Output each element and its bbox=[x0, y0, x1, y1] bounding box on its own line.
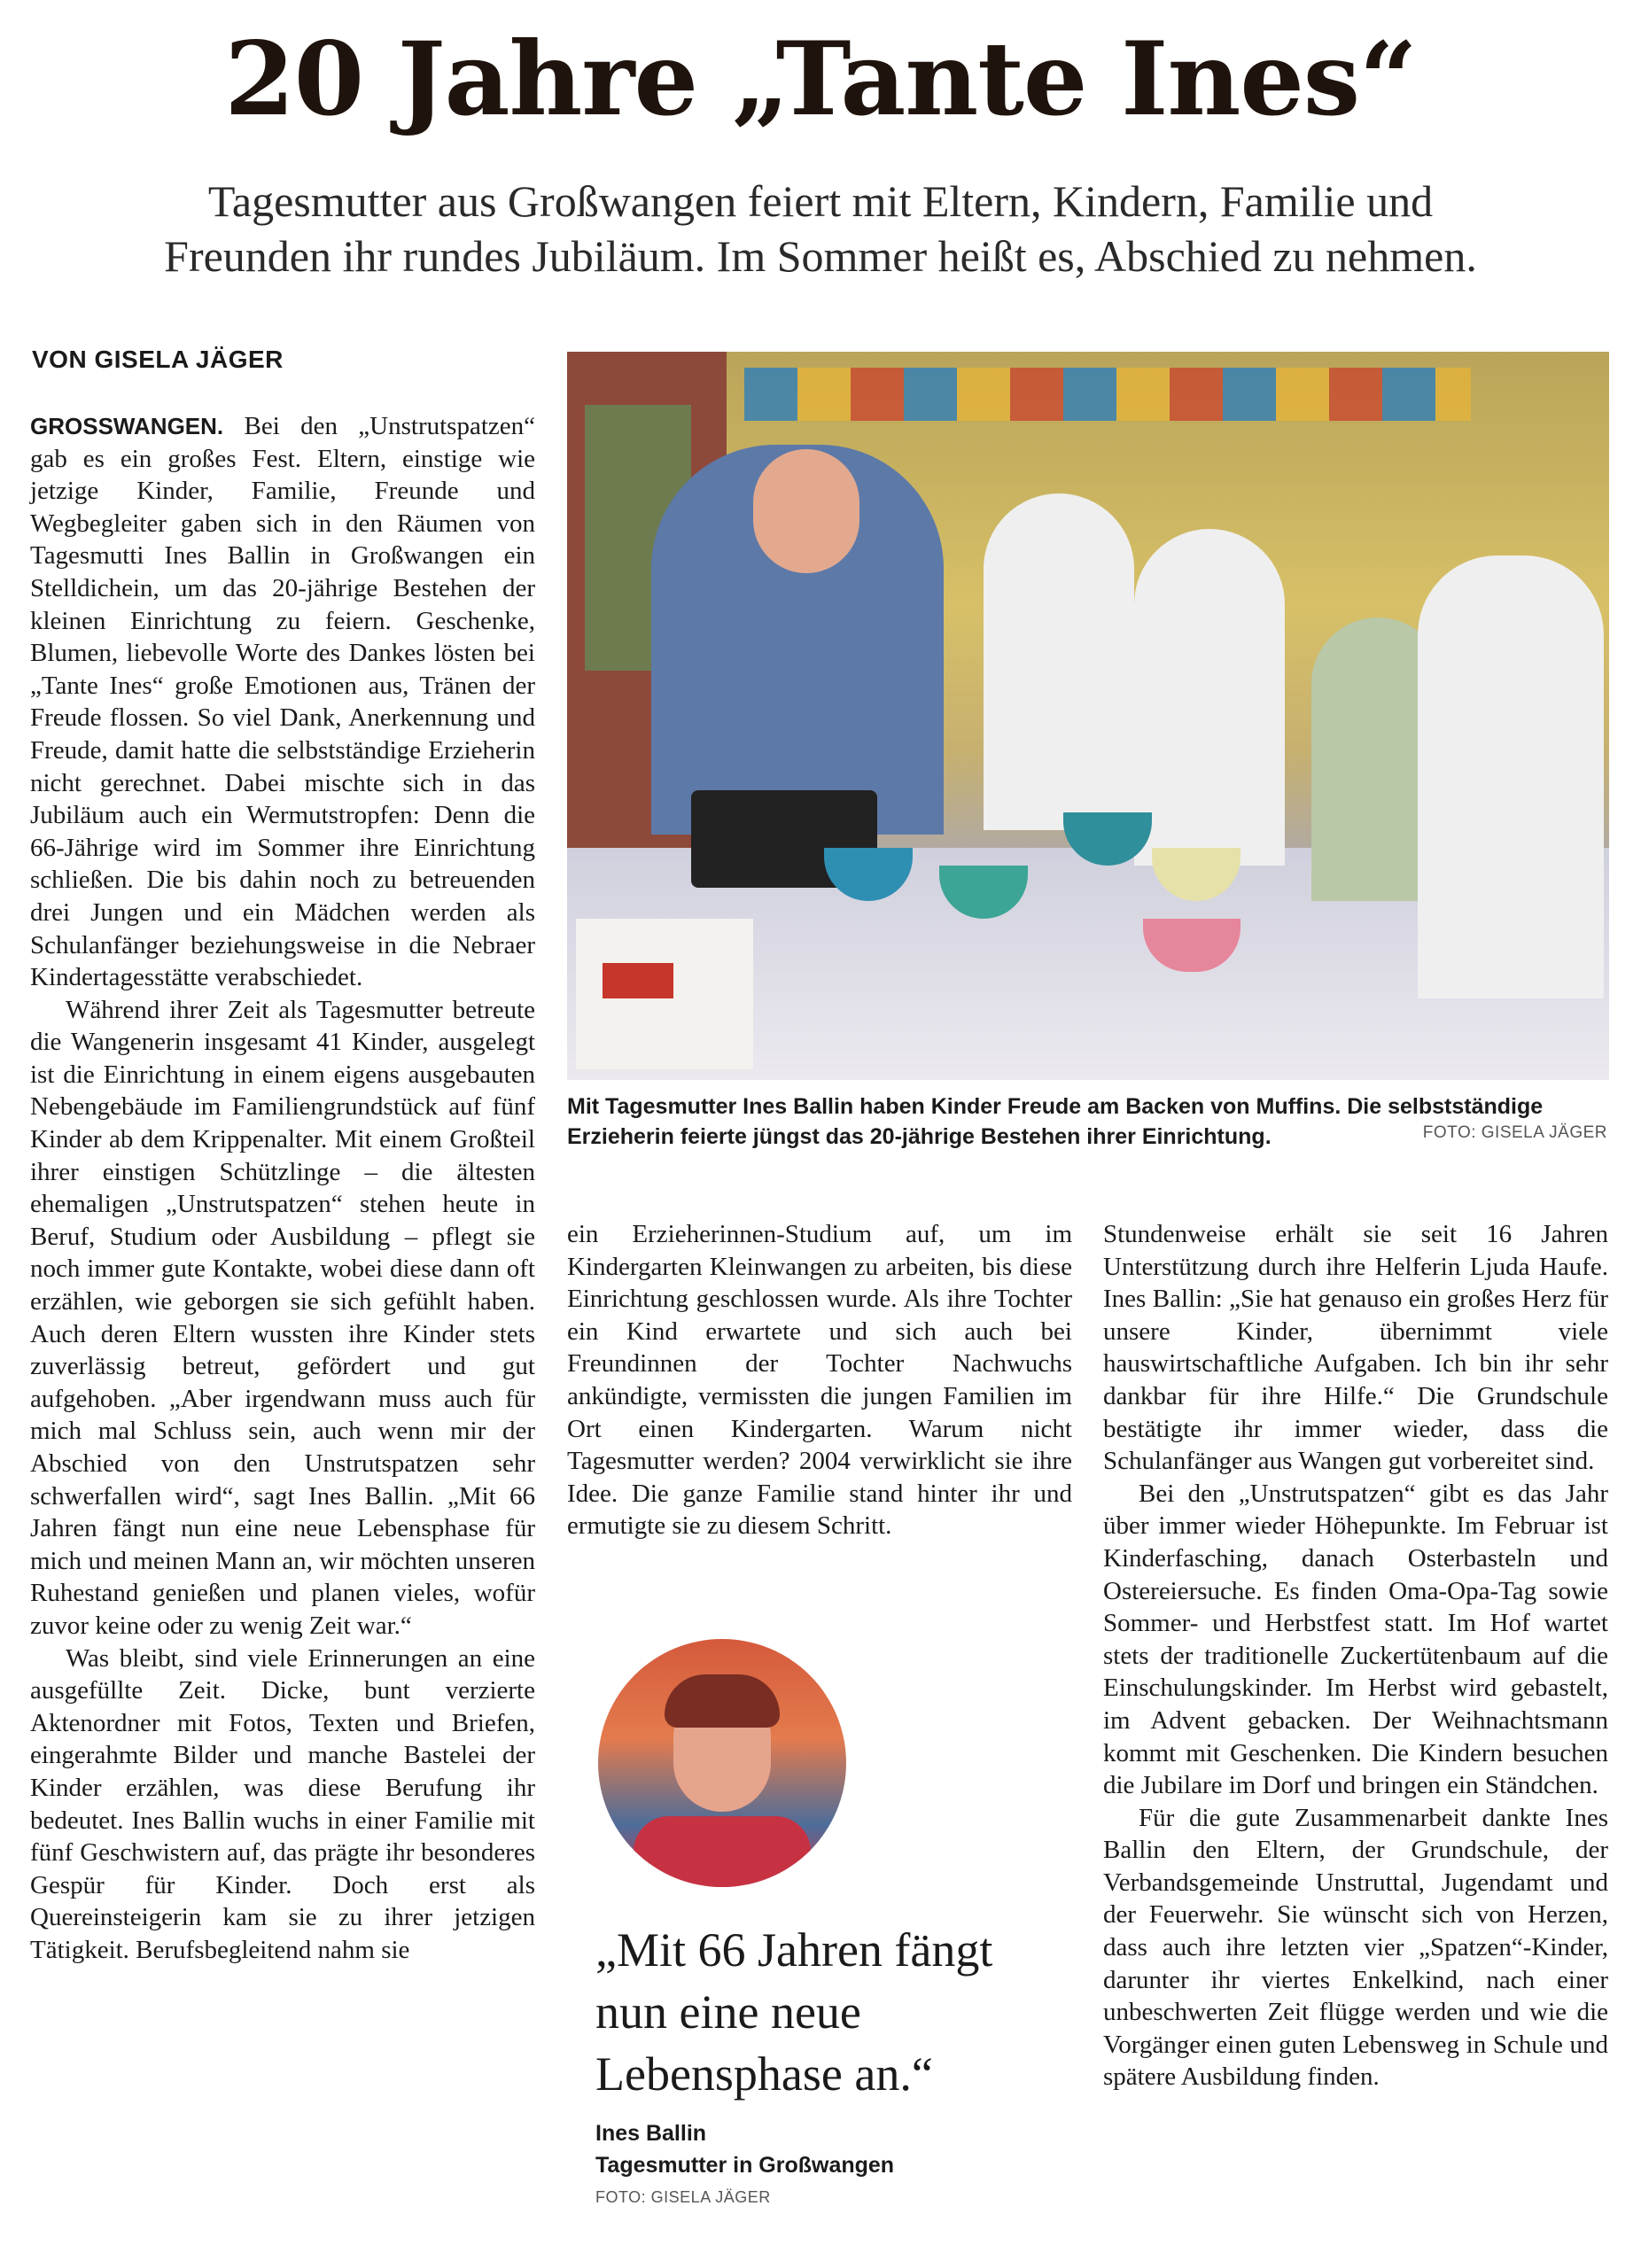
dateline: GROSSWANGEN. bbox=[30, 413, 224, 439]
article-column-2 bbox=[567, 1218, 1072, 1542]
pull-quote-role: Tagesmutter in Großwangen bbox=[595, 2153, 895, 2178]
photo-adult-head-shape bbox=[753, 449, 859, 573]
portrait-photo bbox=[598, 1639, 846, 1887]
photo-box-label-shape bbox=[603, 963, 673, 998]
pull-quote-line-3: Lebensphase an.“ bbox=[595, 2047, 933, 2101]
portrait-scarf-shape bbox=[634, 1816, 811, 1887]
portrait-hair-shape bbox=[665, 1674, 780, 1728]
subheadline-line-2: Freunden ihr rundes Jubiläum. Im Sommer heißt es, Abschied zu nehmen. bbox=[164, 231, 1477, 281]
subheadline-line-1: Tagesmutter aus Großwangen feiert mit Eltern, Kindern, Familie und bbox=[207, 176, 1434, 226]
portrait-credit: FOTO: GISELA JÄGER bbox=[595, 2188, 771, 2206]
photo-caption-line-2: Erzieherin feierte jüngst das 20-jährige Bestehen ihrer Einrichtung. bbox=[567, 1124, 1272, 1149]
photo-wallpaper-border-shape bbox=[744, 368, 1471, 421]
photo-credit: FOTO: GISELA JÄGER bbox=[1422, 1123, 1607, 1142]
article-paragraph-6: Bei den „Unstrutspatzen“ gibt es das Jahr über immer wieder Höhepunkte. Im Februar ist Kinderfasching, danach Osterbasteln und Ostereiersuche. Es finden Oma-Opa-Tag sowie Sommer- und Herbstfest statt. Im Hof wartet stets der traditionelle Zuckertütenbaum auf die Einschulungskinder. Im Herbst wird gebastelt, im Advent gebacken. Der Weihnachtsmann kommt mit Geschenken. Die Kindern besuchen die Jubilare im Dorf und bringen ein Ständchen. bbox=[1103, 1479, 1608, 1800]
article-paragraph-3: Was bleibt, sind viele Erinnerungen an eine ausgefüllte Zeit. Dicke, bunt verzierte Aktenordner mit Fotos, Texten und Briefen, eingerahmte Bilder und manche Bastelei der Kinder erzählen, was diese Berufung ihr bedeutet. Ines Ballin wuchs in einer Familie mit fünf Geschwistern auf, das prägte ihr besonderes Gespür für Kinder. Doch erst als Quereinsteigerin kam sie zu ihrer jetzigen Tätigkeit. Berufsbegleitend nahm sie bbox=[30, 1643, 535, 1964]
article-column-3 bbox=[1103, 1218, 1608, 2093]
article-paragraph-1-text: Bei den „Unstrutspatzen“ gab es ein großes Fest. Eltern, einstige wie jetzige Kinder, Familie, Freunde und Wegbegleiter gaben sich in den Räumen von Tagesmutti Ines Ballin in Großwangen ein Stelldichein, um das 20-jährige Bestehen der kleinen Einrichtung zu feiern. Geschenke, Blumen, liebevolle Worte des Dankes lösten bei „Tante Ines“ große Emotionen aus, Tränen der Freude flossen. So viel Dank, Anerkennung und Freude, damit hatte die selbstständige Erzieherin nicht gerechnet. Dabei mischte sich in das Jubiläum auch ein Wermutstropfen: Denn die 66-Jährige wird im Sommer ihre Einrichtung schließen. Die bis dahin noch zu betreuenden drei Jungen und ein Mädchen werden als Schulanfänger beziehungsweise in die Nebraer Kindertagesstätte verabschiedet. bbox=[30, 412, 536, 992]
photo-caption-line-1: Mit Tagesmutter Ines Ballin haben Kinder Freude am Backen von Muffins. Die selbstständige bbox=[567, 1094, 1544, 1119]
pull-quote-line-2: nun eine neue bbox=[595, 1985, 861, 2039]
pull-quote-name: Ines Ballin bbox=[595, 2121, 707, 2146]
byline: VON GISELA JÄGER bbox=[32, 346, 284, 373]
photo-child-shape-2 bbox=[1134, 529, 1285, 866]
article-column-1 bbox=[30, 410, 535, 1967]
subheadline bbox=[71, 174, 1570, 284]
article-paragraph-2: Während ihrer Zeit als Tagesmutter betreute die Wangenerin insgesamt 41 Kinder, ausgelegt ist die Einrichtung in einem eigens ausgebauten Nebengebäude im Familiengrundstück auf fünf Kinder ab dem Krippenalter. Mit einem Großteil ihrer einstigen Schützlinge – die ältesten ehemaligen „Unstrutspatzen“ stehen heute in Beruf, Studium oder Ausbildung – pflegt sie noch immer gute Kontakte, wobei diese dann oft erzählen, wie geborgen sie sich gefühlt haben. Auch deren Eltern wussten ihre Kinder stets zuverlässig betreut, gefördert und gut aufgehoben. „Aber irgendwann muss auch für mich mal Schluss sein, auch wenn mir der Abschied von den Unstrutspatzen sehr schwerfallen wird“, sagt Ines Ballin. „Mit 66 Jahren fängt nun eine neue Lebensphase für mich und meinen Mann an, wir möchten unseren Ruhestand genießen und planen vieles, wofür zuvor keine oder zu wenig Zeit war.“ bbox=[30, 995, 535, 1640]
article-paragraph-1 bbox=[30, 410, 535, 994]
main-photo bbox=[567, 352, 1609, 1080]
article-paragraph-5: Stundenweise erhält sie seit 16 Jahren Unterstützung durch ihre Helferin Ljuda Haufe. Ines Ballin: „Sie hat genauso ein großes Herz für unsere Kinder, übernimmt viele hauswirtschaftliche Aufgaben. Ich bin ihr sehr dankbar für ihre Hilfe.“ Die Grundschule bestätigte ihr immer wieder, dass die Schulanfänger aus Wangen gut vorbereitet sind. bbox=[1103, 1220, 1608, 1476]
article-paragraph-7: Für die gute Zusammenarbeit dankte Ines Ballin den Eltern, der Grundschule, der Verbandsgemeinde Unstruttal, Jugendamt und der Feuerwehr. Sie wünscht sich von Herzen, dass auch ihre letzten vier „Spatzen“-Kinder, darunter ihr viertes Enkelkind, nach einer unbeschwerten Zeit flügge werden und wie die Vorgänger einen guten Lebensweg in Schule und spätere Ausbildung finden. bbox=[1103, 1803, 1608, 2092]
pull-quote bbox=[595, 1919, 1092, 2105]
pull-quote-line-1: „Mit 66 Jahren fängt bbox=[595, 1923, 993, 1977]
pull-quote-attribution bbox=[595, 2117, 894, 2181]
photo-child-shape-4 bbox=[1418, 555, 1604, 998]
article-paragraph-4: ein Erzieherinnen-Studium auf, um im Kindergarten Kleinwangen zu arbeiten, bis diese Einrichtung geschlossen wurde. Als ihre Tochter ein Kind erwartete und sich auch bei Freundinnen der Tochter Nachwuchs ankündigte, vermissten die jungen Familien im Ort einen Kindergarten. Warum nicht Tagesmutter werden? 2004 verwirklicht sie ihre Idee. Die ganze Familie stand hinter ihr und ermutigte sie zu diesem Schritt. bbox=[567, 1220, 1072, 1541]
photo-child-shape-1 bbox=[984, 493, 1134, 830]
headline: 20 Jahre „Tante Ines“ bbox=[224, 19, 1417, 138]
